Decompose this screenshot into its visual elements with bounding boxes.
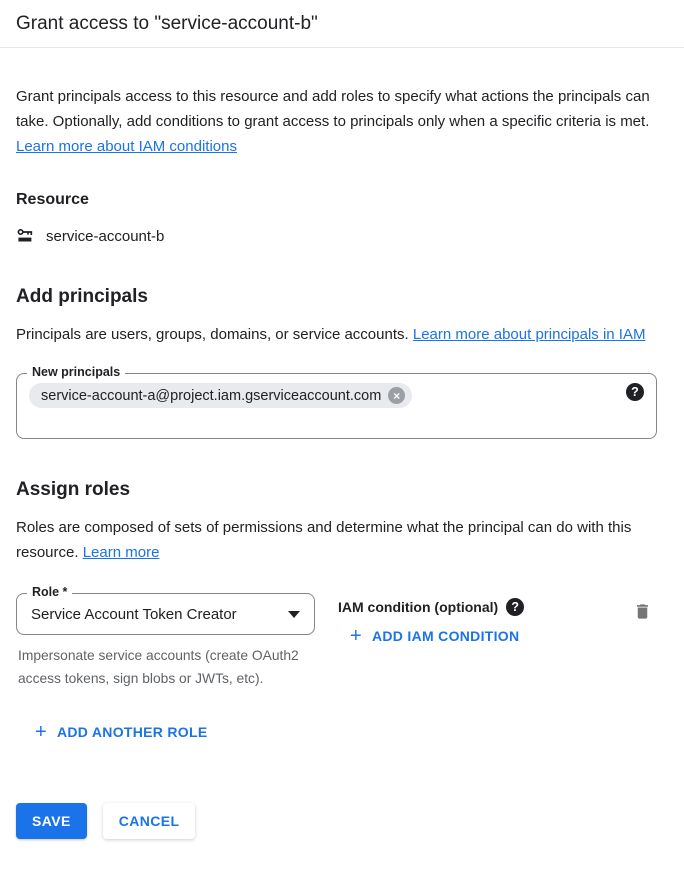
cancel-button[interactable]: CANCEL [103, 803, 196, 839]
role-label: Role * [27, 585, 72, 599]
add-another-role-button[interactable] [35, 722, 208, 742]
dialog-title: Grant access to "service-account-b" [16, 13, 318, 34]
condition-label: IAM condition (optional) [338, 599, 499, 615]
role-select[interactable] [16, 585, 315, 635]
dialog-footer [0, 803, 684, 839]
principal-chip-text: service-account-a@project.iam.gserviceaccount.com [41, 387, 382, 404]
principal-chip [29, 383, 412, 408]
principals-help-icon[interactable]: ? [626, 383, 644, 401]
new-principals-label: New principals [27, 365, 125, 379]
assign-roles-description [16, 515, 657, 565]
resource-name: service-account-b [46, 227, 165, 245]
role-row [16, 585, 657, 690]
intro-text: Grant principals access to this resource and add roles to specify what actions the principals can take. Optionally, add conditions to grant access to principals only when a specific criteria is met. [16, 88, 650, 130]
condition-column [338, 593, 633, 690]
iam-conditions-link[interactable]: Learn more about IAM conditions [16, 138, 237, 155]
trash-icon[interactable] [633, 602, 657, 621]
save-button[interactable]: SAVE [16, 803, 87, 839]
principals-learn-more-link[interactable]: Learn more about principals in IAM [412, 326, 646, 343]
new-principals-field[interactable] [16, 365, 657, 439]
condition-help-icon[interactable]: ? [506, 598, 524, 616]
role-column [16, 585, 315, 690]
roles-description-text: Roles are composed of sets of permissions and determine what the principal can do with this resource. [16, 519, 632, 561]
add-principals-heading: Add principals [16, 286, 148, 307]
principals-field-inner [29, 383, 644, 408]
delete-role-column [633, 593, 657, 690]
add-another-role-label: ADD ANOTHER ROLE [56, 724, 208, 740]
service-account-icon [16, 226, 36, 246]
intro-paragraph [16, 84, 657, 159]
add-iam-condition-label: ADD IAM CONDITION [371, 628, 520, 644]
add-principals-description [16, 322, 657, 347]
plus-icon: + [35, 721, 47, 743]
principals-description-text: Principals are users, groups, domains, or service accounts. [16, 326, 409, 343]
assign-roles-heading: Assign roles [16, 479, 131, 500]
chevron-down-icon [288, 611, 300, 618]
roles-learn-more-link[interactable]: Learn more [82, 544, 160, 561]
role-selected-value: Service Account Token Creator [31, 605, 237, 623]
role-helper-text: Impersonate service accounts (create OAuth2 access tokens, sign blobs or JWTs, etc). [18, 648, 299, 686]
dialog-body [0, 84, 684, 742]
chip-close-icon[interactable]: × [388, 387, 405, 404]
resource-heading: Resource [16, 191, 89, 208]
add-iam-condition-button[interactable] [350, 626, 519, 646]
dialog-header [0, 0, 684, 48]
condition-label-row [338, 598, 633, 616]
resource-row [16, 226, 657, 246]
plus-icon: + [350, 625, 362, 647]
